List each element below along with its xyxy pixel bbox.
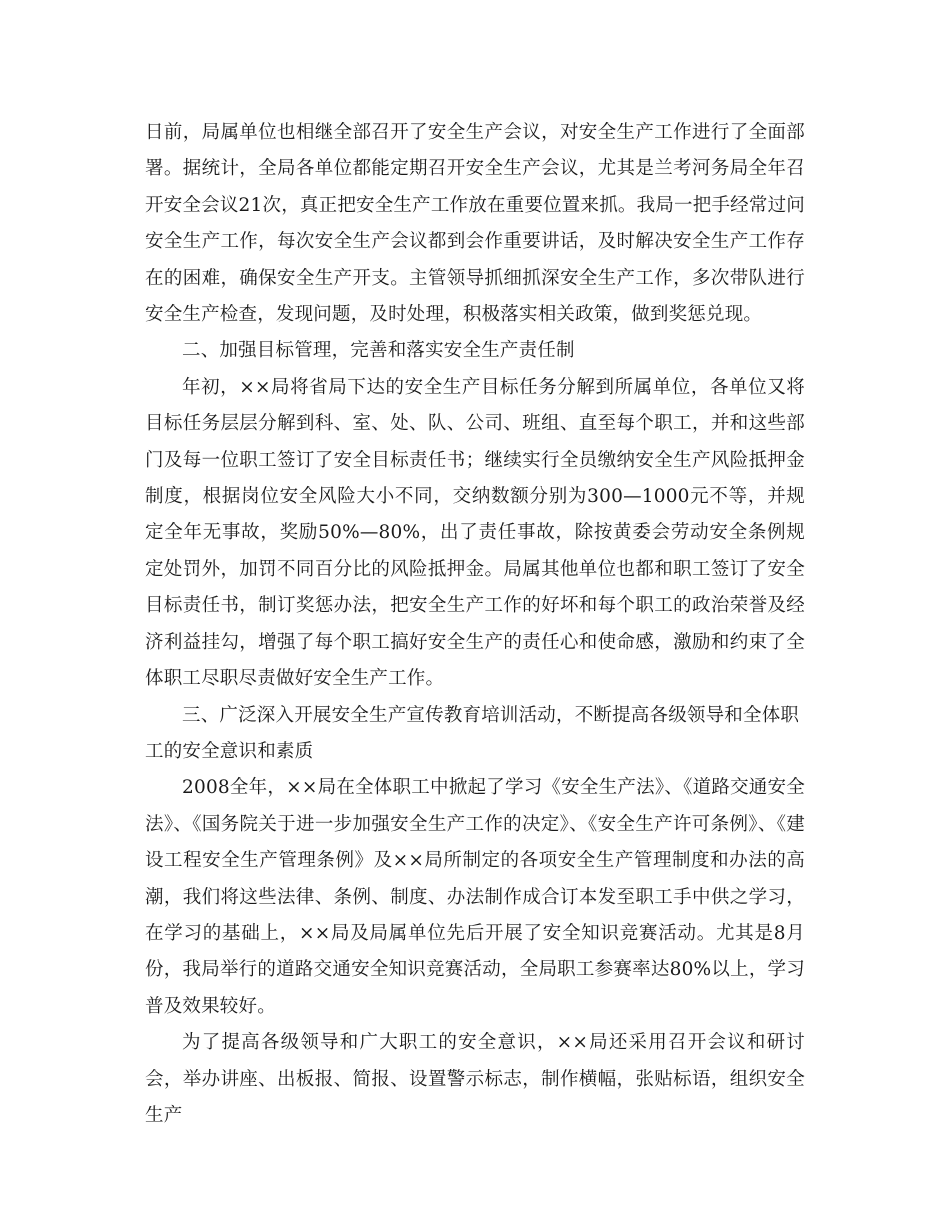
- section-heading-2: 二、加强目标管理，完善和落实安全生产责任制: [182, 340, 575, 362]
- paragraph-target-management: 年初，××局将省局下达的安全生产目标任务分解到所属单位，各单位又将目标任务层层分解到科、室、处、队、公司、班组、直至每个职工，并和这些部门及每一位职工签订了安全目标责任书；继续实行全员缴纳安全生产风险抵押金制度，根据岗位安全风险大小不同，交纳数额分别为300—1000元不等，并规定全年无事故，奖励50%—80%，出了责任事故，除按黄委会劳动安全条例规定处罚外，加罚不同百分比的风险抵押金。局属其他单位也都和职工签订了安全目标责任书，制订奖惩办法，把安全生产工作的好坏和每个职工的政治荣誉及经济利益挂勾，增强了每个职工搞好安全生产的责任心和使命感，激励和约束了全体职工尽职尽责做好安全生产工作。: [145, 376, 805, 690]
- paragraph-law-study: 2008全年，××局在全体职工中掀起了学习《安全生产法》、《道路交通安全法》、《国务院关于进一步加强安全生产工作的决定》、《安全生产许可条例》、《建设工程安全生产管理条例》及××局所制定的各项安全生产管理制度和办法的高潮，我们将这些法律、条例、制度、办法制作成合订本发至职工手中供之学习，在学习的基础上，××局及局属单位先后开展了安全知识竞赛活动。尤其是8月份，我局举行的道路交通安全知识竞赛活动，全局职工参赛率达80%以上，学习普及效果较好。: [145, 777, 805, 1017]
- paragraph-awareness: 为了提高各级领导和广大职工的安全意识，××局还采用召开会议和研讨会，举办讲座、出板报、简报、设置警示标志，制作横幅，张贴标语，组织安全生产: [145, 1032, 805, 1126]
- document-body: [145, 115, 805, 1134]
- section-heading-3: 三、广泛深入开展安全生产宣传教育培训活动，不断提高各级领导和全体职工的安全意识和素质: [145, 704, 800, 762]
- paragraph-meetings: 日前，局属单位也相继全部召开了安全生产会议，对安全生产工作进行了全面部署。据统计，全局各单位都能定期召开安全生产会议，尤其是兰考河务局全年召开安全会议21次，真正把安全生产工作放在重要位置来抓。我局一把手经常过问安全生产工作，每次安全生产会议都到会作重要讲话，及时解决安全生产工作存在的困难，确保安全生产开支。主管领导抓细抓深安全生产工作，多次带队进行安全生产检查，发现问题，及时处理，积极落实相关政策，做到奖惩兑现。: [145, 122, 805, 326]
